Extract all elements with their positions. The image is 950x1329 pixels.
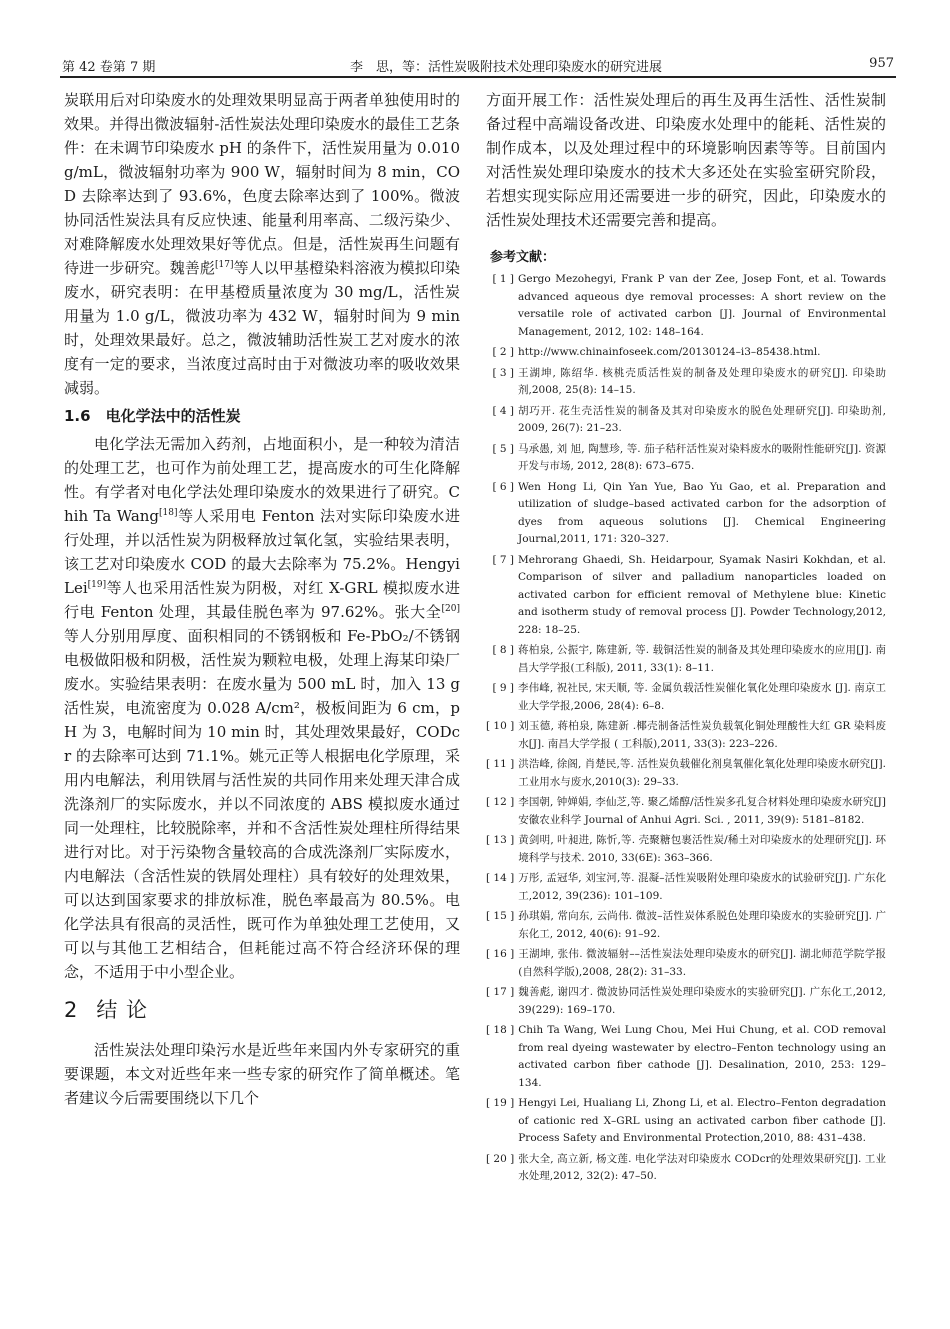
reference-item (486, 946, 886, 981)
reference-item (486, 552, 886, 640)
reference-number: [ 17 ] (486, 986, 515, 998)
reference-item (486, 984, 886, 1019)
paragraph-electrochemical: 电化学法无需加入药剂，占地面积小，是一种较为清洁的处理工艺，也可作为前处理工艺，提高废水的可生化降解性。有学者对电化学法处理印染废水的效果进行了研究。Chih Ta Wang[18]等人采用电 Fenton 法对实际印染废水进行处理，并以活性炭为阴极释放过氧化氢，实验结果表明，该工艺对印染废水 COD 的最大去除率为 75.2%。Hengyi Lei[19]等人也采用活性炭为阴极，对红 X-GRL 模拟废水进行电 Fenton 处理，其最佳脱色率为 97.62%。张大全[20]等人分别用厚度、面积相同的不锈钢板和 Fe-PbO₂/不锈钢电极做阳极和阴极，活性炭为颗粒电极，处理上海某印染厂废水。实验结果表明：在废水量为 500 mL 时，加入 13 g 活性炭，电流密度为 0.028 A/cm²，极板间距为 6 cm，pH 为 3，电解时间为 10 min 时，其处理效果最好，CODcr 的去除率可达到 71.1%。姚元正等人根据电化学原理，采用内电解法，利用铁屑与活性炭的共同作用来处理天津合成洗涤剂厂的实际废水，并以不同浓度的 ABS 模拟废水通过同一处理柱，比较脱除率，并和不含活性炭处理柱所得结果进行对比。对于污染物含量较高的合成洗涤剂厂实际废水，内电解法（含活性炭的铁屑处理柱）具有较好的处理效果，可以达到国家要求的排放标准，脱色率最高为 80.5%。电化学法具有很高的灵活性，既可作为单独处理工艺使用，又可以与其他工艺相结合，但耗能过高不符合经济环保的理念，不适用于中小型企业。 (64, 435, 460, 981)
paragraph-conclusion-continued: 方面开展工作：活性炭处理后的再生及再生活性、活性炭制备过程中高端设备改进、印染废水处理中的能耗、活性炭的制作成本，以及处理过程中的环境影响因素等等。目前国内对活性炭处理印染废水的技术大多还处在实验室研究阶段，若想实现实际应用还需要进一步的研究，因此，印染废水的活性炭处理技术还需要完善和提高。 (486, 91, 886, 229)
reference-text: Hengyi Lei, Hualiang Li, Zhong Li, et al. Electro–Fenton degradation of cationic red X–GRL using an activated carbon fiber cathode [J]. Process Safety and Environmental Protection,2010, 88: 431–438. (518, 1097, 886, 1144)
reference-text: Wen Hong Li, Qin Yan Yue, Bao Yu Gao, et al. Preparation and utilization of sludge–based activated carbon for the adsorption of dyes from aqueous solutions [J]. Chemical Engineering Journal,2011, 171: 320–327. (518, 480, 886, 545)
citation-20[interactable]: [20] (441, 604, 460, 614)
reference-item (486, 794, 886, 829)
reference-item (486, 756, 886, 791)
citation-18[interactable]: [18] (159, 508, 178, 518)
reference-number: [ 16 ] (486, 948, 515, 960)
paragraph-conclusion: 活性炭法处理印染污水是近些年来国内外专家研究的重要课题，本文对近些年来一些专家的研究作了简单概述。笔者建议今后需要围绕以下几个 (64, 1041, 460, 1107)
reference-item (486, 1151, 886, 1186)
reference-text: 黄剑明, 叶昶进, 陈忻,等. 壳聚糖包裹活性炭/稀土对印染废水的处理研究[J]. 环境科学与技术. 2010, 33(6E): 363–366. (518, 834, 886, 864)
reference-item (486, 718, 886, 753)
reference-text: 胡巧开. 花生壳活性炭的制备及其对印染废水的脱色处理研究[J]. 印染助剂, 2009, 26(7): 21–23. (518, 404, 886, 434)
reference-item (486, 832, 886, 867)
reference-number: [ 19 ] (486, 1097, 515, 1109)
reference-number: [ 5 ] (492, 442, 514, 455)
journal-issue: 第 42 卷第 7 期 (62, 60, 156, 75)
reference-number: [ 10 ] (486, 720, 515, 732)
citation-17[interactable]: [17] (215, 260, 234, 270)
reference-number: [ 12 ] (486, 796, 515, 808)
reference-item (486, 642, 886, 677)
reference-text: 洪浩峰, 徐阁, 肖楚民,等. 活性炭负载催化剂臭氧催化氧化处理印染废水研究[J]. 工业用水与废水,2010(3): 29–33. (518, 758, 886, 788)
reference-text: Gergo Mezohegyi, Frank P van der Zee, Josep Font, et al. Towards advanced aqueous dye removal processes: A short review on the versatile role of activated carbon [J]. Journal of Environmental Management, 2012, 102: 148–164. (518, 273, 886, 338)
reference-number: [ 9 ] (492, 682, 514, 694)
reference-number: [ 2 ] (492, 346, 514, 358)
reference-text: Chih Ta Wang, Wei Lung Chou, Mei Hui Chung, et al. COD removal from real dyeing wastewater by electro–Fenton technology using an activated carbon fiber cathode [J]. Desalination, 2010, 253: 129–134. (518, 1024, 886, 1089)
reference-number: [ 18 ] (486, 1024, 515, 1036)
running-header (60, 50, 896, 78)
reference-text: 李伟峰, 祝社民, 宋天顺, 等. 金属负载活性炭催化氧化处理印染废水 [J]. 南京工业大学学报,2006, 28(4): 6–8. (518, 682, 886, 712)
reference-text: 万彤, 孟冠华, 刘宝河,等. 混凝–活性炭吸附处理印染废水的试验研究[J]. 广东化工,2012, 39(236): 101–109. (518, 872, 886, 902)
reference-item (486, 403, 886, 438)
references-heading: 参考文献： (490, 250, 556, 265)
reference-number: [ 15 ] (486, 910, 515, 922)
reference-item (486, 680, 886, 715)
reference-item (486, 271, 886, 341)
reference-item (486, 441, 886, 476)
section-heading-1-6: 1.6 电化学法中的活性炭 (64, 407, 241, 425)
reference-text: 蒋柏泉, 公振宇, 陈建新, 等. 载铜活性炭的制备及其处理印染废水的应用[J]. 南昌大学学报(工科版), 2011, 33(1): 8–11. (518, 644, 886, 674)
reference-text: 马承愚, 刘 旭, 陶慧珍, 等. 茄子秸秆活性炭对染料废水的吸附性能研究[J]. 资源开发与市场, 2012, 28(8): 673–675. (518, 442, 886, 472)
reference-item (486, 1095, 886, 1148)
reference-number: [ 20 ] (486, 1152, 515, 1165)
page-number: 957 (869, 56, 894, 71)
reference-number: [ 13 ] (486, 834, 515, 846)
reference-text: http://www.chinainfoseek.com/20130124–i3–85438.html. (518, 346, 821, 358)
reference-text: 刘玉德, 蒋柏泉, 陈建新 .椰壳制备活性炭负载氧化铜处理酸性大红 GR 染料废水[J]. 南昌大学学报 ( 工科版),2011, 33(3): 223–226. (518, 720, 886, 750)
article-running-title: 李 思，等：活性炭吸附技术处理印染废水的研究进展 (350, 60, 663, 75)
reference-item (486, 870, 886, 905)
reference-number: [ 7 ] (492, 553, 514, 566)
reference-text: 李国朝, 钟婵娟, 李仙芝,等. 聚乙烯醇/活性炭多孔复合材料处理印染废水研究[J]安徽农业科学 Journal of Anhui Agri. Sci. , 2011, 39(9): 5181–8182. (518, 796, 886, 826)
reference-list (486, 271, 886, 1186)
reference-text: 王湖坤, 张伟. 微波辐射––活性炭法处理印染废水的研究[J]. 湖北师范学院学报(自然科学版),2008, 28(2): 31–33. (518, 948, 886, 978)
citation-19[interactable]: [19] (87, 580, 107, 590)
section-heading-2 (64, 994, 460, 1024)
reference-number: [ 8 ] (492, 644, 514, 656)
reference-text: 王湖坤, 陈绍华. 核桃壳质活性炭的制备及处理印染废水的研究[J]. 印染助剂,2008, 25(8): 14–15. (518, 366, 886, 396)
right-column (486, 88, 886, 1189)
reference-number: [ 14 ] (486, 872, 515, 884)
reference-number: [ 3 ] (492, 366, 514, 379)
section-number: 2 (64, 998, 79, 1022)
reference-item (486, 908, 886, 943)
reference-item (486, 344, 886, 362)
reference-item (486, 1022, 886, 1092)
paragraph-microwave: 炭联用后对印染废水的处理效果明显高于两者单独使用时的效果。并得出微波辐射-活性炭法处理印染废水的最佳工艺条件：在未调节印染废水 pH 的条件下，活性炭用量为 0.010 g/mL，微波辐射功率为 900 W，辐射时间为 8 min，COD 去除率达到了 93.6%，色度去除率达到了 100%。微波协同活性炭法具有反应快速、能量利用率高、二级污染少、对难降解废水处理效果好等优点。但是，活性炭再生问题有待进一步研究。魏善彪[17]等人以甲基橙染料溶液为模拟印染废水，研究表明：在甲基橙质量浓度为 30 mg/L，活性炭用量为 1.0 g/L，微波功率为 432 W，辐射时间为 9 min 时，处理效果最好。总之，微波辅助活性炭工艺对废水的浓度有一定的要求，当浓度过高时由于对微波功率的吸收效果减弱。 (64, 91, 460, 397)
reference-text: Mehrorang Ghaedi, Sh. Heidarpour, Syamak Nasiri Kokhdan, et al. Comparison of silver and palladium nanoparticles loaded on activated carbon for efficient removal of Methylene blue: Kinetic and isotherm study of removal process [J]. Powder Technology,2012, 228: 18–25. (518, 553, 886, 636)
left-column (64, 88, 460, 1110)
reference-number: [ 11 ] (486, 758, 515, 770)
reference-number: [ 1 ] (492, 273, 514, 285)
section-title: 结 论 (96, 998, 149, 1022)
reference-number: [ 4 ] (492, 404, 514, 417)
reference-item (486, 479, 886, 549)
reference-text: 魏善彪, 谢四才. 微波协同活性炭处理印染废水的实验研究[J]. 广东化工,2012, 39(229): 169–170. (518, 986, 886, 1016)
reference-item (486, 365, 886, 400)
reference-text: 张大全, 高立新, 杨文莲. 电化学法对印染废水 CODcr的处理效果研究[J]. 工业水处理,2012, 32(2): 47–50. (518, 1152, 886, 1182)
reference-number: [ 6 ] (492, 480, 514, 493)
reference-text: 孙琪娟, 常向东, 云尚伟. 微波–活性炭体系脱色处理印染废水的实验研究[J]. 广东化工, 2012, 40(6): 91–92. (518, 910, 886, 940)
